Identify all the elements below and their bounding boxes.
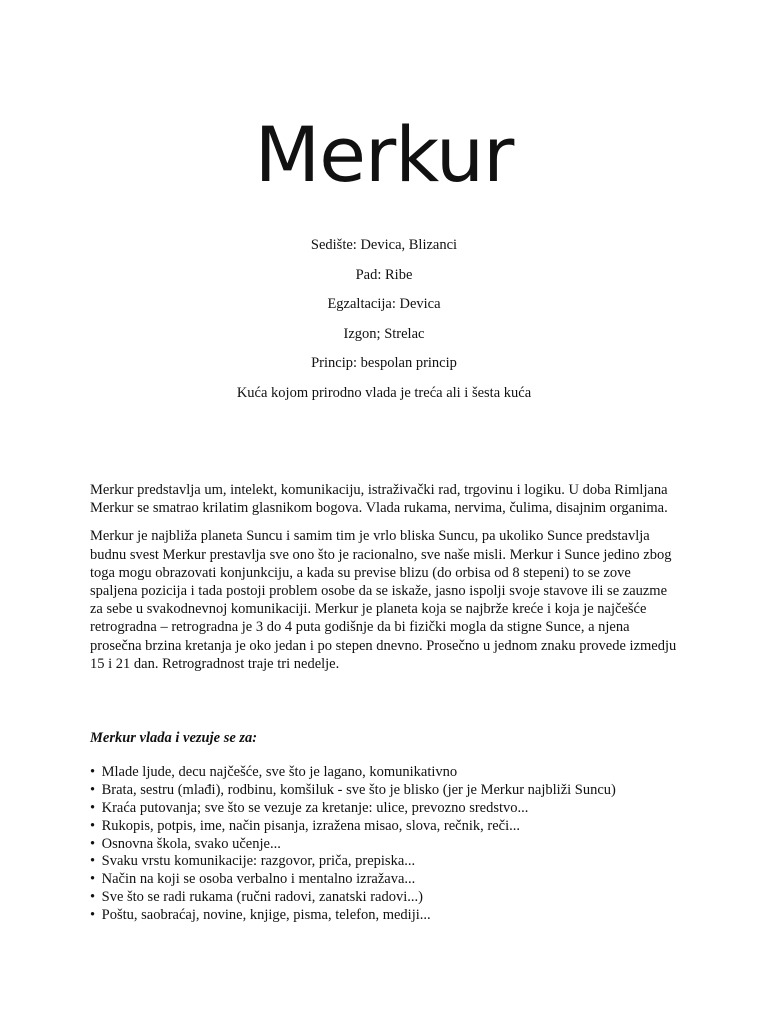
- list-item-text: Poštu, saobraćaj, novine, knjige, pisma, telefon, mediji...: [101, 907, 431, 924]
- list-item: [90, 800, 680, 818]
- attribute-houses: Kuća kojom prirodno vlada je treća ali i šesta kuća: [236, 384, 532, 401]
- attribute-domicile: Sedište: Devica, Blizanci: [310, 237, 458, 253]
- list-item-text: Rukopis, potpis, ime, način pisanja, izražena misao, slova, rečnik, reči...: [101, 817, 520, 834]
- attribute-fall: Pad: Ribe: [355, 266, 413, 283]
- list-item-text: Način na koji se osoba verbalno i mentalno izražava...: [101, 871, 416, 888]
- rulership-list: [90, 764, 680, 925]
- section-heading: Merkur vlada i vezuje se za:: [90, 730, 258, 746]
- bullet-mark: •: [90, 871, 96, 888]
- list-item: [90, 818, 680, 836]
- list-item: [90, 782, 680, 800]
- page-title: Merkur: [254, 110, 514, 199]
- bullet-mark: •: [90, 781, 96, 798]
- body-text: [90, 481, 680, 683]
- paragraph-intro: Merkur predstavlja um, intelekt, komunikaciju, istraživački rad, trgovinu i logiku. U doba Rimljana Merkur se smatrao krilatim glasnikom bogova. Vlada rukama, nervima, čulima, disajnim organima.: [90, 482, 668, 517]
- list-item: [90, 907, 680, 925]
- bullet-mark: •: [90, 799, 96, 816]
- paragraph-details: Merkur je najbliža planeta Suncu i samim tim je vrlo bliska Suncu, pa ukoliko Sunce predstavlja budnu svest Merkur prestavlja sve ono što je racionalno, sve naše misli. Merkur i Sunce jedino zbog toga mogu obrazovati konjunkciju, a kada su previse blizu (do orbisa od 8 stepeni) to se zove spaljena pozicija i tada postoji problem osobe da se iskaže, jasno ispolji svoje stavove ili se zauzme za sebe u svakodnevnoj komunikaciji. Merkur je planeta koja se najbrže kreće i koja je najčešće retrogradna – retrogradna je 3 do 4 puta godišnje da bi fizički mogla da stigne Sunce, a njena prosečna brzina kretanja je oko jedan i po stepen dnevno. Prosečno u jednom znaku provede izmedju 15 i 21 dan. Retrogradnost traje tri nedelje.: [90, 528, 677, 672]
- list-item-text: Svaku vrstu komunikacije: razgovor, priča, prepiska...: [101, 853, 416, 870]
- attribute-detriment: Izgon; Strelac: [343, 325, 425, 342]
- bullet-mark: •: [90, 853, 96, 870]
- attribute-exaltation: Egzaltacija: Devica: [327, 296, 441, 313]
- list-item-text: Kraća putovanja; sve što se vezuje za kretanje: ulice, prevozno sredstvo...: [101, 799, 529, 816]
- list-item-text: Brata, sestru (mlađi), rodbinu, komšiluk - sve što je blisko (jer je Merkur najbliži Suncu): [101, 781, 616, 798]
- list-item-text: Osnovna škola, svako učenje...: [101, 835, 281, 852]
- list-item-text: Mlade ljude, decu najčešće, sve što je lagano, komunikativno: [101, 764, 458, 780]
- list-item: [90, 764, 680, 782]
- bullet-mark: •: [90, 764, 96, 780]
- list-item-text: Sve što se radi rukama (ručni radovi, zanatski radovi...): [101, 889, 423, 906]
- bullet-mark: •: [90, 817, 96, 834]
- list-item: [90, 889, 680, 907]
- attribute-principle: Princip: bespolan princip: [311, 355, 457, 372]
- planet-attributes: [0, 234, 768, 412]
- list-item: [90, 836, 680, 854]
- list-item: [90, 871, 680, 889]
- bullet-mark: •: [90, 889, 96, 906]
- bullet-mark: •: [90, 907, 96, 924]
- list-item: [90, 853, 680, 871]
- bullet-mark: •: [90, 835, 96, 852]
